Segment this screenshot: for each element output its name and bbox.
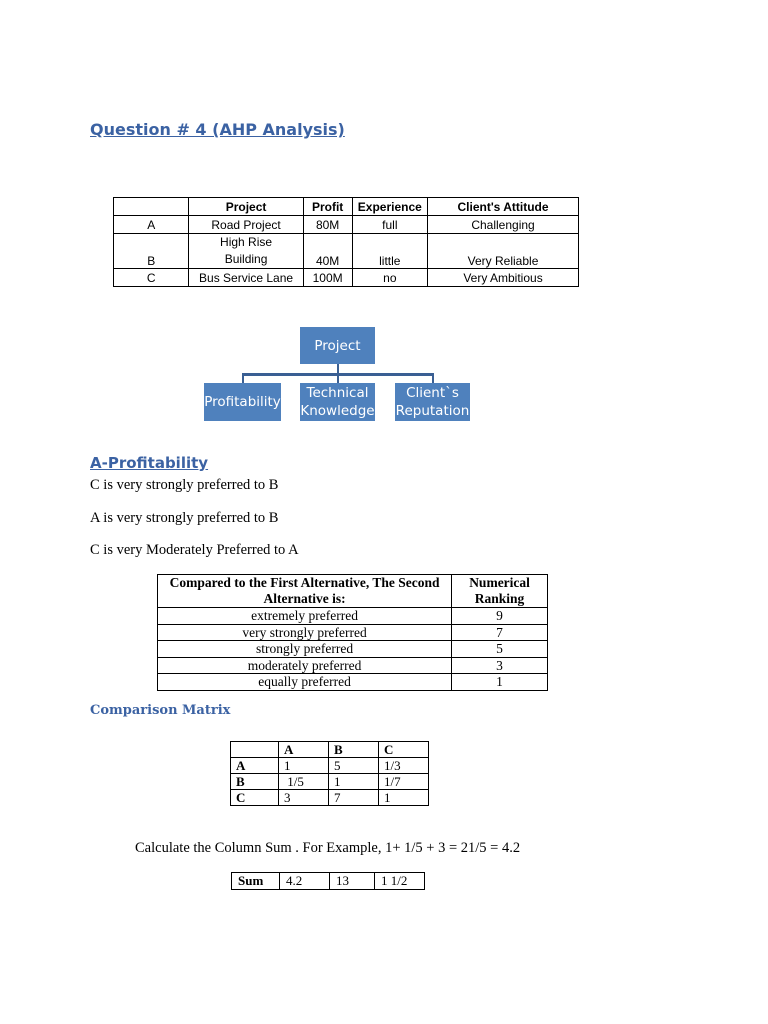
row-header-cell: Sum — [232, 873, 280, 890]
table-row — [158, 657, 548, 674]
hierarchy-diagram — [200, 325, 475, 425]
table-header-cell: Client's Attitude — [428, 198, 579, 216]
diagram-node-clients-reputation — [395, 383, 470, 421]
table-cell: extremely preferred — [158, 608, 452, 625]
node-label-line: Reputation — [395, 403, 470, 419]
table-cell: little — [352, 234, 427, 269]
row-header-cell: A — [231, 758, 279, 774]
table-cell: 9 — [452, 608, 548, 625]
table-row — [231, 790, 429, 806]
diagram-node-profitability: Profitability — [204, 383, 281, 421]
page-title: Question # 4 (AHP Analysis) — [90, 120, 345, 139]
diagram-node-technical-knowledge — [300, 383, 375, 421]
table-row — [232, 873, 425, 890]
cell-line: Building — [224, 252, 268, 266]
statement-text: C is very Moderately Preferred to A — [90, 542, 299, 558]
table-cell: 5 — [452, 641, 548, 658]
table-cell: strongly preferred — [158, 641, 452, 658]
table-header-cell: B — [329, 742, 379, 758]
table-cell: 4.2 — [280, 873, 330, 890]
table-header-cell: Experience — [352, 198, 427, 216]
table-cell: 13 — [330, 873, 375, 890]
table-cell: Challenging — [428, 216, 579, 234]
table-cell: Road Project — [189, 216, 303, 234]
node-label-line: Knowledge — [300, 403, 375, 419]
statement-text: C is very strongly preferred to B — [90, 477, 279, 493]
table-header-cell — [452, 575, 548, 608]
table-cell: 1 — [279, 758, 329, 774]
table-row — [114, 269, 579, 287]
table-header-cell: Compared to the First Alternative, The Second Alternative is: — [158, 575, 452, 608]
table-cell: 1 — [329, 774, 379, 790]
table-row — [158, 674, 548, 691]
comparison-matrix — [230, 741, 429, 806]
table-cell: 1/7 — [379, 774, 429, 790]
table-row — [158, 641, 548, 658]
table-cell: C — [114, 269, 189, 287]
table-cell: 80M — [303, 216, 352, 234]
table-cell: Bus Service Lane — [189, 269, 303, 287]
row-header-cell: C — [231, 790, 279, 806]
table-row — [231, 758, 429, 774]
table-cell: 7 — [452, 624, 548, 641]
sum-table — [231, 872, 425, 890]
table-header-row — [158, 575, 548, 608]
table-cell: 1/3 — [379, 758, 429, 774]
table-cell: B — [114, 234, 189, 269]
table-cell: 100M — [303, 269, 352, 287]
node-label-line: Technical — [306, 385, 369, 401]
table-header-row — [231, 742, 429, 758]
cell-line: High Rise — [220, 235, 273, 249]
table-cell: 7 — [329, 790, 379, 806]
table-cell — [189, 234, 303, 269]
header-line: Numerical — [469, 575, 530, 590]
ranking-table — [157, 574, 548, 691]
table-header-row — [114, 198, 579, 216]
node-label-line: Client`s — [406, 385, 459, 401]
table-cell: 40M — [303, 234, 352, 269]
project-table — [113, 197, 579, 287]
table-cell: equally preferred — [158, 674, 452, 691]
table-cell: 1 — [452, 674, 548, 691]
table-cell: A — [114, 216, 189, 234]
table-cell: 5 — [329, 758, 379, 774]
comparison-matrix-title: Comparison Matrix — [90, 703, 231, 718]
table-cell: 1/5 — [279, 774, 329, 790]
diagram-root-node: Project — [300, 327, 375, 364]
table-cell: 3 — [452, 657, 548, 674]
table-cell: moderately preferred — [158, 657, 452, 674]
table-header-cell: A — [279, 742, 329, 758]
table-row — [158, 624, 548, 641]
table-header-cell — [231, 742, 279, 758]
table-cell: 1 — [379, 790, 429, 806]
table-cell: 3 — [279, 790, 329, 806]
table-row — [114, 216, 579, 234]
table-row — [158, 608, 548, 625]
table-cell: no — [352, 269, 427, 287]
row-header-cell: B — [231, 774, 279, 790]
table-header-cell — [114, 198, 189, 216]
table-row — [231, 774, 429, 790]
table-header-cell: Project — [189, 198, 303, 216]
header-line: Ranking — [474, 591, 525, 606]
section-title: A-Profitability — [90, 454, 209, 472]
statement-text: A is very strongly preferred to B — [90, 510, 279, 526]
table-header-cell: C — [379, 742, 429, 758]
table-cell: Very Reliable — [428, 234, 579, 269]
table-cell: Very Ambitious — [428, 269, 579, 287]
table-cell: full — [352, 216, 427, 234]
table-cell: very strongly preferred — [158, 624, 452, 641]
table-cell: 1 1/2 — [375, 873, 425, 890]
table-header-cell: Profit — [303, 198, 352, 216]
column-sum-instruction: Calculate the Column Sum . For Example, 1+ 1/5 + 3 = 21/5 = 4.2 — [135, 840, 521, 856]
table-row — [114, 234, 579, 269]
